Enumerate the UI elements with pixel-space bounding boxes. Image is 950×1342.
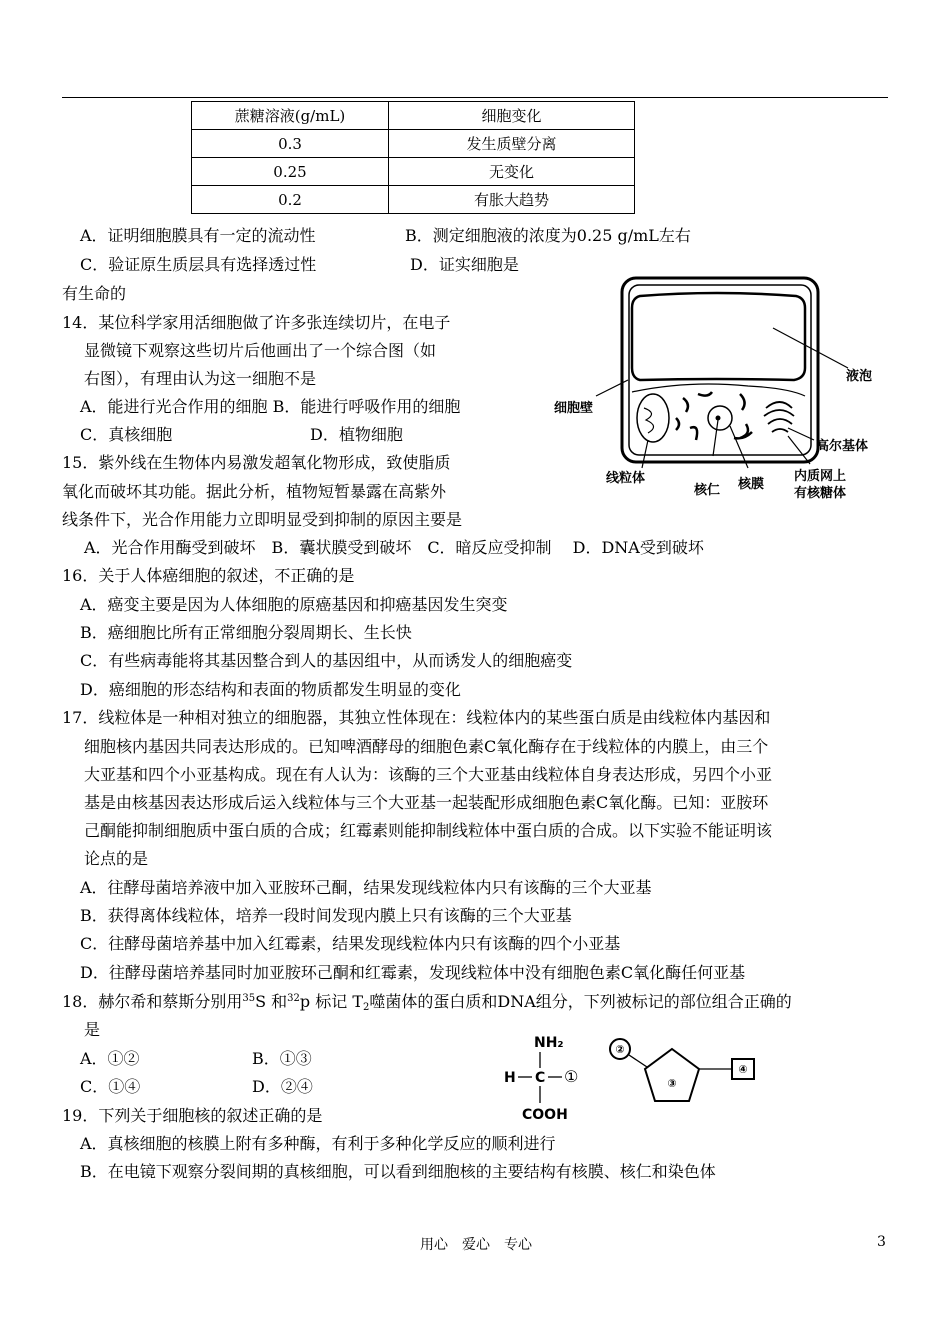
- footer-motto: 用心 爱心 专心: [420, 1237, 532, 1253]
- table-row: [192, 186, 635, 214]
- table-cell: 0.25: [192, 158, 389, 186]
- q18-option-b: B．①③: [252, 1049, 312, 1068]
- base-marker: ④: [738, 1063, 748, 1076]
- carboxyl-group: COOH: [522, 1107, 568, 1123]
- q13-option-b: B．测定细胞液的浓度为0.25 g/mL左右: [405, 226, 691, 245]
- q18-text-part: 噬菌体的蛋白质和DNA组分，下列被标记的部位组合正确的: [369, 992, 792, 1011]
- table-header-cell: 蔗糖溶液(g/mL): [192, 102, 389, 130]
- pentose-pentagon: [645, 1049, 699, 1101]
- table-row: [192, 130, 635, 158]
- q14-stem-line2: 显微镜下观察这些切片后他画出了一个综合图（如: [84, 341, 437, 360]
- q18-option-a: A．①②: [80, 1049, 140, 1068]
- vacuole-shape: [632, 293, 805, 380]
- table-cell: 无变化: [389, 158, 635, 186]
- table-cell: 0.3: [192, 130, 389, 158]
- table-cell: 发生质壁分离: [389, 130, 635, 158]
- q18-sup-32: 32: [287, 993, 300, 1004]
- q16-option-d: D．癌细胞的形态结构和表面的物质都发生明显的变化: [80, 680, 461, 699]
- q13-option-d-cont: 有生命的: [62, 284, 127, 303]
- table-header-row: [192, 102, 635, 130]
- mito-pointer: [642, 440, 648, 468]
- label-er-line1: 内质网上: [794, 469, 847, 484]
- q17-line1: 17．线粒体是一种相对独立的细胞器，其独立性体现在：线粒体内的某些蛋白质是由线粒体内基因和: [62, 708, 771, 727]
- q18-sup-35: 35: [242, 993, 256, 1004]
- q17-line5: 己酮能抑制细胞质中蛋白质的合成；红霉素则能抑制线粒体中蛋白质的合成。以下实验不能证明该: [84, 821, 773, 840]
- q17-line2: 细胞核内基因共同表达形成的。已知啤酒酵母的细胞色素C氧化酶存在于线粒体的内膜上，由三个: [84, 737, 769, 756]
- label-nuclear-membrane: 核膜: [738, 477, 765, 492]
- plant-cell-figure: [548, 268, 893, 506]
- q18-text-part: 18．赫尔希和蔡斯分别用: [62, 992, 243, 1011]
- q18-stem-line2: 是: [84, 1020, 101, 1039]
- q14-stem-line1: 14．某位科学家用活细胞做了许多张连续切片，在电子: [62, 313, 451, 332]
- q19-option-a: A．真核细胞的核膜上附有多种酶，有利于多种化学反应的顺利进行: [80, 1134, 556, 1153]
- r-group-marker: ①: [564, 1067, 579, 1086]
- table-header-cell: 细胞变化: [389, 102, 635, 130]
- pentose-marker: ③: [667, 1077, 677, 1090]
- q18-sub-2: 2: [363, 1002, 370, 1013]
- page-number: 3: [877, 1234, 886, 1250]
- q13-option-a: A．证明细胞膜具有一定的流动性: [80, 226, 316, 245]
- alpha-carbon: C: [535, 1070, 546, 1086]
- header-rule: [62, 97, 888, 98]
- q16-stem: 16．关于人体癌细胞的叙述，不正确的是: [62, 566, 355, 585]
- q15-options: A．光合作用酶受到破坏 B．囊状膜受到破坏 C．暗反应受抑制 D．DNA受到破坏: [84, 538, 704, 557]
- table-cell: 有胀大趋势: [389, 186, 635, 214]
- label-vacuole: 液泡: [846, 369, 873, 384]
- label-er-line2: 有核糖体: [794, 486, 847, 501]
- q14-option-c: C．真核细胞: [80, 425, 173, 444]
- q17-option-d: D．往酵母菌培养基同时加亚胺环己酮和红霉素，发现线粒体中没有细胞色素C氧化酶任何亚基: [80, 963, 746, 982]
- q15-stem-line3: 线条件下，光合作用能力立即明显受到抑制的原因主要是: [62, 510, 463, 529]
- q14-stem-line3: 右图），有理由认为这一细胞不是: [84, 369, 317, 388]
- sucrose-table: [191, 101, 635, 214]
- q15-stem-line2: 氧化而破坏其功能。据此分析，植物短暂暴露在高紫外: [62, 482, 447, 501]
- table-row: [192, 158, 635, 186]
- q18-option-c: C．①④: [80, 1077, 141, 1096]
- label-mitochondria: 线粒体: [606, 471, 646, 486]
- q17-option-c: C．往酵母菌培养基中加入红霉素，结果发现线粒体内只有该酶的四个小亚基: [80, 934, 621, 953]
- q17-line4: 基是由核基因表达形成后运入线粒体与三个大亚基一起装配形成细胞色素C氧化酶。已知：亚胺环: [84, 793, 769, 812]
- q15-stem-line1: 15．紫外线在生物体内易激发超氧化物形成，致使脂质: [62, 453, 451, 472]
- label-golgi: 高尔基体: [816, 439, 869, 454]
- q17-option-b: B．获得离体线粒体，培养一段时间发现内膜上只有该酶的三个大亚基: [80, 906, 572, 925]
- q18-text-part: p 标记 T: [299, 992, 363, 1011]
- hydrogen-atom: H: [504, 1070, 516, 1086]
- q18-stem-line1: [62, 992, 792, 1012]
- golgi-shape: [764, 402, 794, 432]
- label-nucleolus: 核仁: [694, 483, 721, 498]
- q19-option-b: B．在电镜下观察分裂间期的真核细胞，可以看到细胞核的主要结构有核膜、核仁和染色体: [80, 1162, 716, 1181]
- q16-option-c: C．有些病毒能将其基因整合到人的基因组中，从而诱发人的细胞癌变: [80, 651, 573, 670]
- er-pointer: [788, 436, 810, 464]
- q17-line3: 大亚基和四个小亚基构成。现在有人认为：该酶的三个大亚基由线粒体自身表达形成，另四个小亚: [84, 765, 773, 784]
- phosphate-marker: ②: [615, 1043, 625, 1056]
- table-cell: 0.2: [192, 186, 389, 214]
- molecule-structures: [498, 1025, 778, 1127]
- q13-option-c: C．验证原生质层具有选择透过性: [80, 255, 317, 274]
- mitochondrion-shape: [637, 394, 669, 442]
- q17-line6: 论点的是: [84, 849, 149, 868]
- q18-text-part: S 和: [255, 992, 288, 1011]
- cytoplasm-edge: [632, 384, 805, 396]
- q16-option-a: A．癌变主要是因为人体细胞的原癌基因和抑癌基因发生突变: [80, 595, 508, 614]
- nucleolus-pointer: [713, 420, 718, 456]
- label-cell-wall: 细胞壁: [554, 401, 594, 416]
- cell-wall-outer: [622, 278, 818, 462]
- er-strands: [676, 392, 752, 440]
- golgi-pointer: [788, 428, 814, 440]
- q14-options-ab: A．能进行光合作用的细胞 B．能进行呼吸作用的细胞: [80, 397, 461, 416]
- q13-option-d: D．证实细胞是: [410, 255, 519, 274]
- q18-option-d: D．②④: [252, 1077, 313, 1096]
- q19-stem: 19．下列关于细胞核的叙述正确的是: [62, 1106, 323, 1125]
- amino-group: NH₂: [534, 1035, 564, 1051]
- q17-option-a: A．往酵母菌培养液中加入亚胺环己酮，结果发现线粒体内只有该酶的三个大亚基: [80, 878, 652, 897]
- q14-option-d: D．植物细胞: [310, 425, 403, 444]
- q16-option-b: B．癌细胞比所有正常细胞分裂周期长、生长快: [80, 623, 412, 642]
